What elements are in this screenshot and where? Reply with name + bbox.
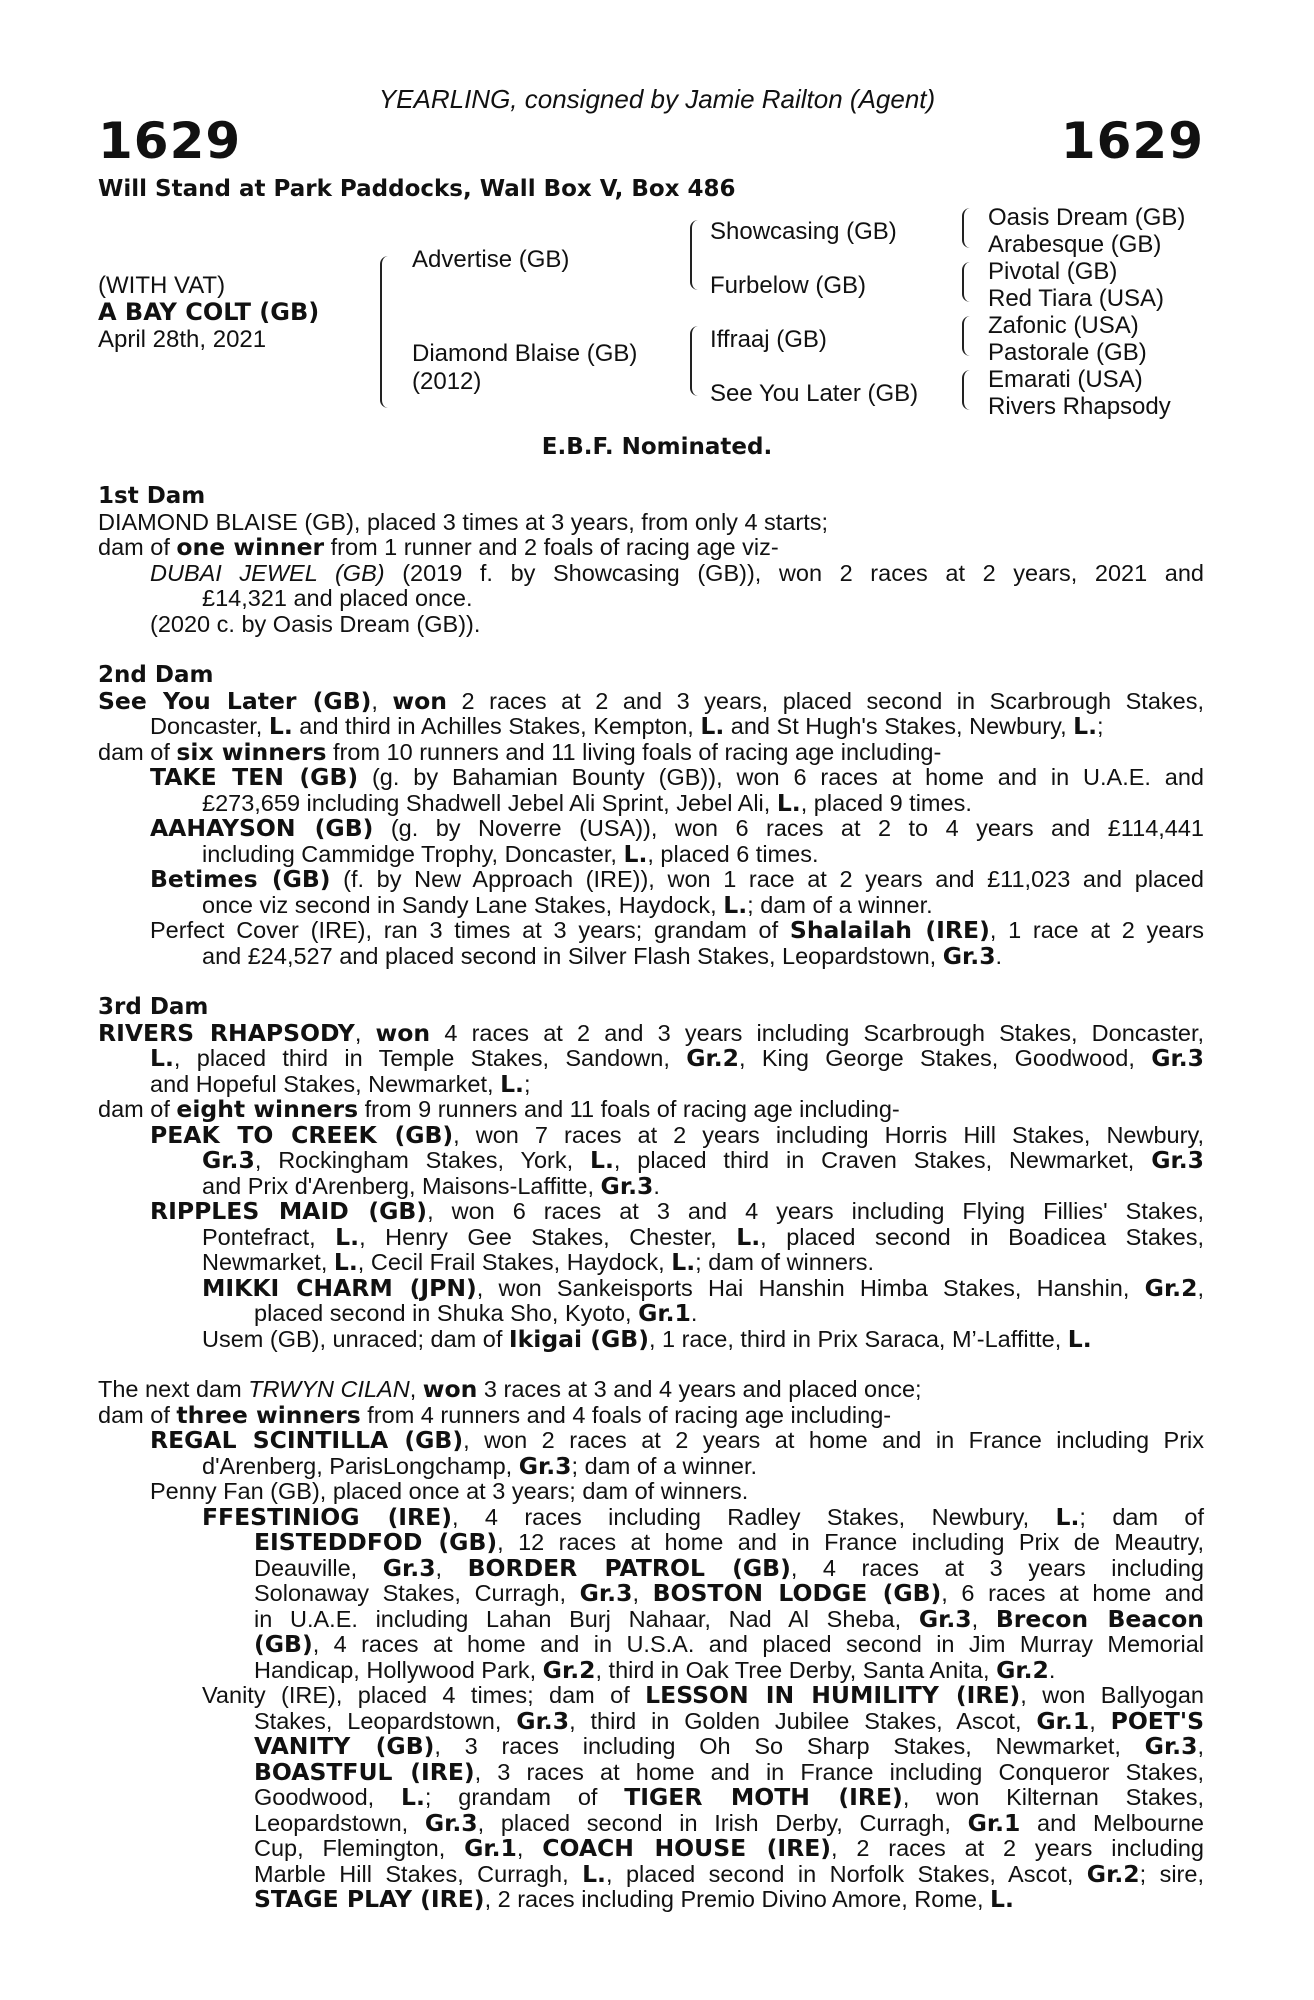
next-dam-line: Leopardstown, Gr.3, placed second in Irish Derby, Curragh, Gr.1 and Melbourne	[254, 1808, 1204, 1837]
next-dam-line: EISTEDDFOD (GB), 12 races at home and in France including Prix de Meautry,	[254, 1528, 1204, 1556]
next-dam-line: (GB), 4 races at home and in U.S.A. and placed second in Jim Murray Memorial	[254, 1630, 1204, 1658]
second-dam-line: and £24,527 and placed second in Silver Flash Stakes, Leopardstown, Gr.3.	[202, 941, 1003, 970]
third-dam-line: RIVERS RHAPSODY, won 4 races at 2 and 3 years including Scarbrough Stakes, Doncaster,	[98, 1018, 1205, 1047]
next-dam-line: Goodwood, L.; grandam of TIGER MOTH (IRE), won Kilternan Stakes,	[254, 1783, 1204, 1811]
next-dam-line: Penny Fan (GB), placed once at 3 years; dam of winners.	[150, 1478, 749, 1504]
second-dam-line: Doncaster, L. and third in Achilles Stakes, Kempton, L. and St Hugh's Stakes, Newbury, L.;	[150, 712, 1104, 740]
second-dam-line: TAKE TEN (GB) (g. by Bahamian Bounty (GB)), won 6 races at home and in U.A.E. and	[150, 763, 1205, 791]
third-dam-line: MIKKI CHARM (JPN), won Sankeisports Hai Hanshin Himba Stakes, Hanshin, Gr.2,	[202, 1273, 1204, 1302]
second-dam-line: See You Later (GB), won 2 races at 2 and 3 years, placed second in Scarbrough Stakes,	[98, 686, 1204, 715]
third-dam-line: and Prix d'Arenberg, Maisons-Laffitte, Gr.3.	[202, 1171, 660, 1200]
next-dam-line: The next dam TRWYN CILAN, won 3 races at 3 and 4 years and placed once;	[98, 1375, 922, 1403]
next-dam-line: STAGE PLAY (IRE), 2 races including Premio Divino Amore, Rome, L.	[254, 1885, 1014, 1913]
next-dam-line: dam of three winners from 4 runners and 4 foals of racing age including-	[98, 1400, 892, 1429]
foaled-date: April 28th, 2021	[98, 326, 267, 353]
third-dam-line: L., placed third in Temple Stakes, Sandown, Gr.2, King George Stakes, Goodwood, Gr.3	[150, 1044, 1204, 1072]
third-dam-line: PEAK TO CREEK (GB), won 7 races at 2 years including Horris Hill Stakes, Newbury,	[150, 1120, 1204, 1149]
second-dam-line: Betimes (GB) (f. by New Approach (IRE)), won 1 race at 2 years and £11,023 and placed	[150, 865, 1204, 893]
consignment-line: YEARLING, consigned by Jamie Railton (Agent)	[378, 84, 936, 114]
pedigree-sire: Advertise (GB)	[412, 246, 570, 273]
first-dam-line: (2020 c. by Oasis Dream (GB)).	[150, 610, 481, 637]
stand-location: Will Stand at Park Paddocks, Wall Box V, Box 486	[98, 176, 736, 202]
third-dam-section	[98, 995, 1204, 1352]
third-dam-line: Newmarket, L., Cecil Frail Stakes, Haydock, L.; dam of winners.	[202, 1248, 875, 1276]
first-dam-heading: 1st Dam	[98, 483, 206, 509]
next-dam-line: Solonaway Stakes, Curragh, Gr.3, BOSTON LODGE (GB), 6 races at home and	[254, 1579, 1204, 1607]
next-dam-line: FFESTINIOG (IRE), 4 races including Radley Stakes, Newbury, L.; dam of	[202, 1502, 1205, 1531]
pedigree-gen4-4: Red Tiara (USA)	[988, 285, 1165, 312]
next-dam-line: REGAL SCINTILLA (GB), won 2 races at 2 years at home and in France including Prix	[150, 1426, 1204, 1454]
pedigree-gen4-5: Zafonic (USA)	[988, 312, 1139, 339]
pedigree-brace-3d	[962, 370, 972, 410]
first-dam-line: £14,321 and placed once.	[202, 585, 473, 611]
next-dam-line: BOASTFUL (IRE), 3 races at home and in France including Conqueror Stakes,	[254, 1757, 1204, 1786]
pedigree-sire-sire: Showcasing (GB)	[710, 218, 897, 245]
lot-number-left: 1629	[98, 112, 242, 170]
third-dam-line: and Hopeful Stakes, Newmarket, L.;	[150, 1069, 531, 1098]
next-dam-line: Stakes, Leopardstown, Gr.3, third in Golden Jubilee Stakes, Ascot, Gr.1, POET'S	[254, 1706, 1204, 1735]
pedigree-brace-2b	[690, 326, 702, 396]
next-dam-line: Deauville, Gr.3, BORDER PATROL (GB), 4 races at 3 years including	[254, 1553, 1204, 1582]
pedigree-gen4-2: Arabesque (GB)	[988, 231, 1162, 258]
next-dam-line: in U.A.E. including Lahan Burj Nahaar, Nad Al Sheba, Gr.3, Brecon Beacon	[254, 1604, 1204, 1633]
pedigree-brace-2a	[690, 220, 702, 290]
second-dam-line: once viz second in Sandy Lane Stakes, Haydock, L.; dam of a winner.	[202, 890, 933, 919]
third-dam-heading: 3rd Dam	[98, 994, 209, 1020]
pedigree-gen4-7: Emarati (USA)	[988, 366, 1143, 393]
second-dam-line: AAHAYSON (GB) (g. by Noverre (USA)), won 6 races at 2 to 4 years and £114,441	[150, 814, 1204, 842]
pedigree-dam-dam: See You Later (GB)	[710, 380, 919, 407]
second-dam-line: £273,659 including Shadwell Jebel Ali Sprint, Jebel Ali, L., placed 9 times.	[202, 788, 972, 817]
next-dam-section	[98, 1377, 1204, 1913]
next-dam-line: VANITY (GB), 3 races including Oh So Sharp Stakes, Newmarket, Gr.3,	[254, 1732, 1204, 1760]
pedigree-brace-3c	[962, 316, 972, 356]
pedigree-brace-3b	[962, 262, 972, 302]
next-dam-line: Marble Hill Stakes, Curragh, L., placed second in Norfolk Stakes, Ascot, Gr.2; sire,	[254, 1859, 1204, 1888]
pedigree-brace-3a	[962, 208, 972, 248]
third-dam-line: Usem (GB), unraced; dam of Ikigai (GB), 1 race, third in Prix Saraca, M’-Laffitte, L.	[202, 1324, 1092, 1353]
third-dam-line: RIPPLES MAID (GB), won 6 races at 3 and 4 years including Flying Fillies' Stakes,	[150, 1197, 1205, 1225]
pedigree-dam-year: (2012)	[412, 368, 482, 395]
second-dam-section	[98, 663, 1204, 969]
pedigree-gen4-1: Oasis Dream (GB)	[988, 204, 1186, 231]
second-dam-line: including Cammidge Trophy, Doncaster, L., placed 6 times.	[202, 839, 819, 868]
third-dam-line: dam of eight winners from 9 runners and 11 foals of racing age including-	[98, 1095, 900, 1123]
pedigree-gen4-6: Pastorale (GB)	[988, 339, 1147, 366]
second-dam-line: Perfect Cover (IRE), ran 3 times at 3 years; grandam of Shalailah (IRE), 1 race at 2 years	[150, 916, 1204, 944]
first-dam-line: DIAMOND BLAISE (GB), placed 3 times at 3 years, from only 4 starts;	[98, 508, 829, 535]
next-dam-line: Cup, Flemington, Gr.1, COACH HOUSE (IRE), 2 races at 2 years including	[254, 1834, 1204, 1862]
pedigree-dam-sire: Iffraaj (GB)	[710, 326, 827, 353]
third-dam-line: Gr.3, Rockingham Stakes, York, L., placed third in Craven Stakes, Newmarket, Gr.3	[202, 1146, 1204, 1174]
first-dam-line: dam of one winner from 1 runner and 2 foals of racing age viz-	[98, 533, 779, 561]
pedigree-gen4-3: Pivotal (GB)	[988, 258, 1118, 285]
horse-name: A BAY COLT (GB)	[98, 298, 320, 326]
next-dam-line: d'Arenberg, ParisLongchamp, Gr.3; dam of a winner.	[202, 1451, 758, 1480]
ebf-nominated: E.B.F. Nominated.	[541, 434, 773, 460]
third-dam-line: placed second in Shuka Sho, Kyoto, Gr.1.	[254, 1299, 698, 1327]
next-dam-line: Vanity (IRE), placed 4 times; dam of LESSON IN HUMILITY (IRE), won Ballyogan	[202, 1681, 1204, 1709]
second-dam-heading: 2nd Dam	[98, 662, 214, 688]
pedigree-sire-dam: Furbelow (GB)	[710, 272, 867, 299]
next-dam-line: Handicap, Hollywood Park, Gr.2, third in Oak Tree Derby, Santa Anita, Gr.2.	[254, 1655, 1056, 1684]
pedigree-gen4-8: Rivers Rhapsody	[988, 393, 1171, 420]
vat-label: (WITH VAT)	[98, 272, 226, 299]
pedigree-dam: Diamond Blaise (GB)	[412, 340, 638, 367]
second-dam-line: dam of six winners from 10 runners and 11 living foals of racing age including-	[98, 737, 942, 766]
first-dam-section	[98, 484, 1204, 637]
lot-number-right: 1629	[1060, 112, 1204, 170]
pedigree-brace-1	[380, 256, 394, 408]
third-dam-line: Pontefract, L., Henry Gee Stakes, Chester, L., placed second in Boadicea Stakes,	[202, 1222, 1204, 1251]
first-dam-line: DUBAI JEWEL (GB) (2019 f. by Showcasing (GB)), won 2 races at 2 years, 2021 and	[150, 559, 1204, 586]
